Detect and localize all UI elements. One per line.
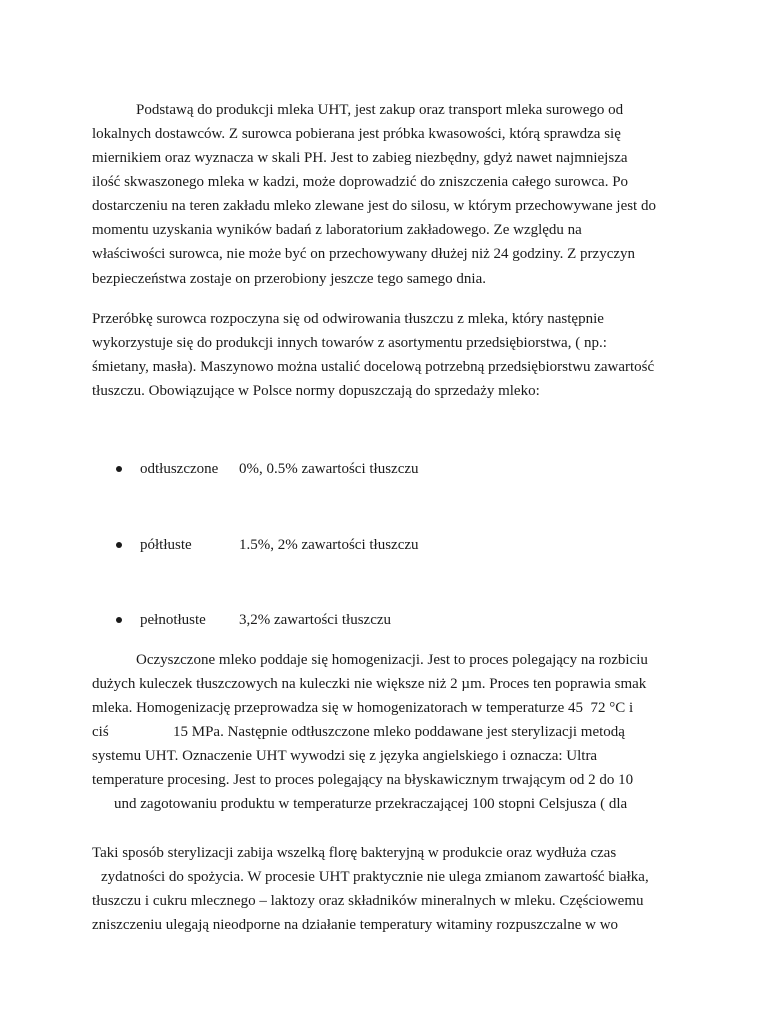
text-line: właściwości surowca, nie może być on przechowywany dłużej niż 24 godziny. Z przyczyn	[92, 246, 636, 262]
list-item-term: półtłuste	[140, 537, 192, 553]
text-line: 15 MPa. Następnie odtłuszczone mleko poddawane jest sterylizacji metodą	[173, 724, 625, 740]
text-line: tłuszczu. Obowiązujące w Polsce normy dopuszczają do sprzedaży mleko:	[92, 383, 540, 399]
bullet-icon	[116, 617, 122, 623]
text-line: dostarczeniu na teren zakładu mleko zlewane jest do silosu, w którym przechowywane jest do	[92, 198, 656, 214]
text-line: ilość skwaszonego mleka w kadzi, może doprowadzić do zniszczenia całego surowca. Po	[92, 174, 629, 190]
list-item-description: 1.5%, 2% zawartości tłuszczu	[239, 537, 419, 553]
text-line: Taki sposób sterylizacji zabija wszelką florę bakteryjną w produkcie oraz wydłuża czas	[92, 845, 617, 861]
text-line: systemu UHT. Oznaczenie UHT wywodzi się z języka angielskiego i oznacza: Ultra	[92, 748, 598, 764]
text-line: miernikiem oraz wyznacza w skali PH. Jest to zabieg niezbędny, gdyż nawet najmniejsza	[92, 150, 628, 166]
text-line: und zagotowaniu produktu w temperaturze przekraczającej 100 stopni Celsjusza ( dla	[114, 796, 628, 812]
text-line: Podstawą do produkcji mleka UHT, jest zakup oraz transport mleka surowego od	[136, 102, 624, 118]
text-line: ciś	[92, 724, 109, 740]
text-line: dużych kuleczek tłuszczowych na kuleczki nie większe niż 2 µm. Proces ten poprawia smak	[92, 676, 647, 692]
bullet-icon	[116, 466, 122, 472]
text-line: Przeróbkę surowca rozpoczyna się od odwirowania tłuszczu z mleka, który następnie	[92, 311, 604, 327]
text-line: bezpieczeństwa zostaje on przerobiony jeszcze tego samego dnia.	[92, 271, 486, 287]
text-line: mleka. Homogenizację przeprowadza się w homogenizatorach w temperaturze 45 72 °C i	[92, 700, 634, 716]
text-line: Oczyszczone mleko poddaje się homogenizacji. Jest to proces polegający na rozbiciu	[136, 652, 648, 668]
list-item-term: pełnotłuste	[140, 612, 206, 628]
list-item-description: 0%, 0.5% zawartości tłuszczu	[239, 461, 419, 477]
text-line: śmietany, masła). Maszynowo można ustalić docelową potrzebną przedsiębiorstwu zawartość	[92, 359, 655, 375]
text-line: wykorzystuje się do produkcji innych towarów z asortymentu przedsiębiorstwa, ( np.:	[92, 335, 607, 351]
bullet-icon	[116, 542, 122, 548]
text-line: zniszczeniu ulegają nieodporne na działanie temperatury witaminy rozpuszczalne w wo	[92, 917, 619, 933]
list-item-description: 3,2% zawartości tłuszczu	[239, 612, 392, 628]
text-line: temperature procesing. Jest to proces polegający na błyskawicznym trwającym od 2 do 10	[92, 772, 634, 788]
text-line: momentu uzyskania wyników badań z laboratorium zakładowego. Ze względu na	[92, 222, 582, 238]
text-line: tłuszczu i cukru mlecznego – laktozy oraz składników mineralnych w mleku. Częściowemu	[92, 893, 644, 909]
list-item-term: odtłuszczone	[140, 461, 219, 477]
text-line: lokalnych dostawców. Z surowca pobierana jest próbka kwasowości, którą sprawdza się	[92, 126, 621, 142]
text-line: zydatności do spożycia. W procesie UHT praktycznie nie ulega zmianom zawartość białka,	[101, 869, 649, 885]
